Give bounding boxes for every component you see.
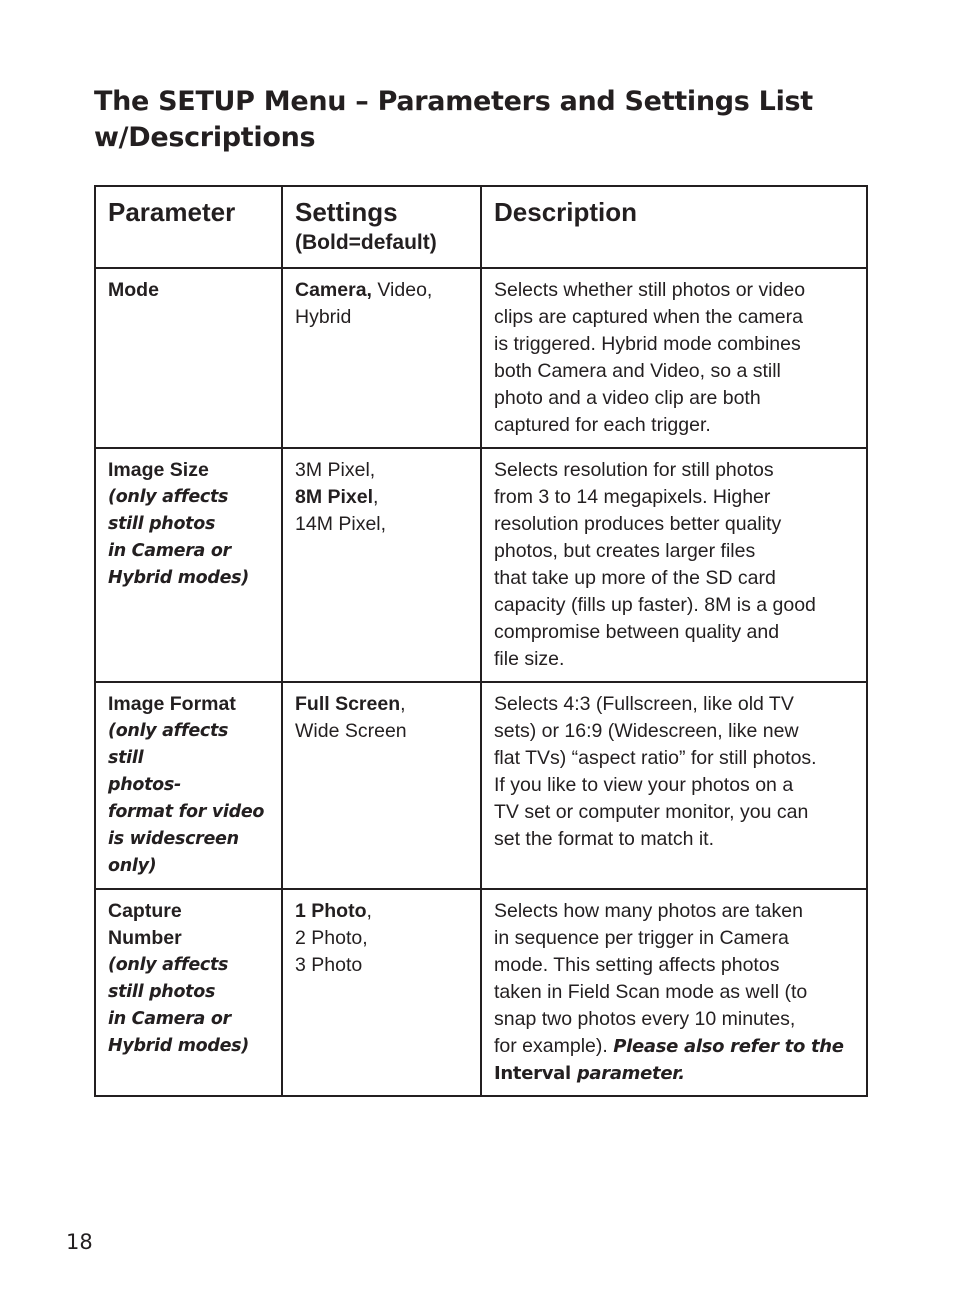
header-description: Description xyxy=(481,186,867,268)
param-name: Mode xyxy=(108,279,159,301)
description-line: that take up more of the SD card xyxy=(494,567,776,589)
param-note-line: format for video xyxy=(108,802,265,822)
description-line xyxy=(494,1033,854,1060)
settings-option: Hybrid xyxy=(295,306,352,328)
description-emphasis: parameter. xyxy=(570,1063,685,1084)
settings-line xyxy=(295,277,468,304)
description-line: taken in Field Scan mode as well (to xyxy=(494,981,808,1003)
param-name: Number xyxy=(108,927,182,949)
description-line: compromise between quality and xyxy=(494,621,780,643)
settings-default: Full Screen xyxy=(295,693,401,715)
description-line: is triggered. Hybrid mode combines xyxy=(494,333,801,355)
settings-cell xyxy=(282,889,481,1096)
settings-separator: , xyxy=(366,900,372,922)
param-cell xyxy=(95,448,282,682)
description-line: photo and a video clip are both xyxy=(494,387,761,409)
settings-option: 14M Pixel, xyxy=(295,513,387,535)
settings-cell xyxy=(282,682,481,889)
param-note-line: (only affects xyxy=(108,955,229,975)
page-number: 18 xyxy=(66,1230,93,1254)
description-line: Selects resolution for still photos xyxy=(494,459,774,481)
header-parameter: Parameter xyxy=(95,186,282,268)
settings-option: 3 Photo xyxy=(295,954,363,976)
settings-default: Camera, xyxy=(295,279,378,301)
settings-cell xyxy=(282,268,481,448)
param-note-line: (only affects still xyxy=(108,721,229,768)
description-cell xyxy=(481,889,867,1096)
header-settings xyxy=(282,186,481,268)
setup-parameters-table xyxy=(94,185,868,1097)
param-note-line: still photos xyxy=(108,514,216,534)
settings-separator: , xyxy=(373,486,379,508)
table-row xyxy=(95,448,867,682)
page-title-line-2: w/Descriptions xyxy=(94,122,316,153)
description-line: both Camera and Video, so a still xyxy=(494,360,781,382)
description-line: snap two photos every 10 minutes, xyxy=(494,1008,796,1030)
param-cell xyxy=(95,268,282,448)
param-cell xyxy=(95,682,282,889)
settings-option: 3M Pixel, xyxy=(295,459,376,481)
param-note-line: only) xyxy=(108,856,157,876)
param-note-line: Hybrid modes) xyxy=(108,1036,249,1056)
settings-cell xyxy=(282,448,481,682)
page-title xyxy=(94,84,894,156)
description-line: Selects whether still photos or video xyxy=(494,279,806,301)
description-line: clips are captured when the camera xyxy=(494,306,803,328)
param-name: Capture xyxy=(108,900,182,922)
param-cell xyxy=(95,889,282,1096)
param-note-line: in Camera or xyxy=(108,1009,231,1029)
description-line: flat TVs) “aspect ratio” for still photos. xyxy=(494,747,817,769)
description-line: file size. xyxy=(494,648,565,670)
param-name: Image Size xyxy=(108,459,209,481)
description-cell xyxy=(481,682,867,889)
header-settings-sub: (Bold=default) xyxy=(295,231,437,254)
description-line: set the format to match it. xyxy=(494,828,715,850)
param-note-line: still photos xyxy=(108,982,216,1002)
param-note-line: (only affects xyxy=(108,487,229,507)
description-line: TV set or computer monitor, you can xyxy=(494,801,809,823)
description-line: Selects 4:3 (Fullscreen, like old TV xyxy=(494,693,794,715)
header-settings-label: Settings xyxy=(295,197,398,227)
param-note-line: Hybrid modes) xyxy=(108,568,249,588)
description-line: photos, but creates larger files xyxy=(494,540,756,562)
settings-separator: , xyxy=(400,693,406,715)
settings-default: 8M Pixel xyxy=(295,486,374,508)
table-header-row xyxy=(95,186,867,268)
description-keyword: Interval xyxy=(494,1063,571,1084)
settings-option: Video, xyxy=(377,279,433,301)
settings-line xyxy=(295,484,468,511)
description-line: capacity (fills up faster). 8M is a good xyxy=(494,594,816,616)
settings-line xyxy=(295,691,468,718)
table-row xyxy=(95,268,867,448)
settings-option: 2 Photo, xyxy=(295,927,368,949)
description-line: sets) or 16:9 (Widescreen, like new xyxy=(494,720,799,742)
description-line: in sequence per trigger in Camera xyxy=(494,927,789,949)
description-line: resolution produces better quality xyxy=(494,513,782,535)
param-note-line: photos- xyxy=(108,775,181,795)
settings-option: Wide Screen xyxy=(295,720,407,742)
param-note-line: in Camera or xyxy=(108,541,231,561)
settings-line xyxy=(295,898,468,925)
description-cell xyxy=(481,268,867,448)
settings-default: 1 Photo xyxy=(295,900,367,922)
description-cell xyxy=(481,448,867,682)
description-emphasis: Please also refer to the xyxy=(613,1036,844,1057)
table-row xyxy=(95,682,867,889)
description-text: for example). xyxy=(494,1035,614,1057)
description-line: mode. This setting affects photos xyxy=(494,954,780,976)
table-row xyxy=(95,889,867,1096)
param-name: Image Format xyxy=(108,693,236,715)
description-line: captured for each trigger. xyxy=(494,414,711,436)
page-title-line-1: The SETUP Menu – Parameters and Settings List xyxy=(94,86,813,117)
param-note-line: is widescreen xyxy=(108,829,239,849)
description-line: Selects how many photos are taken xyxy=(494,900,803,922)
description-line: If you like to view your photos on a xyxy=(494,774,794,796)
description-line: from 3 to 14 megapixels. Higher xyxy=(494,486,771,508)
description-line xyxy=(494,1060,854,1087)
